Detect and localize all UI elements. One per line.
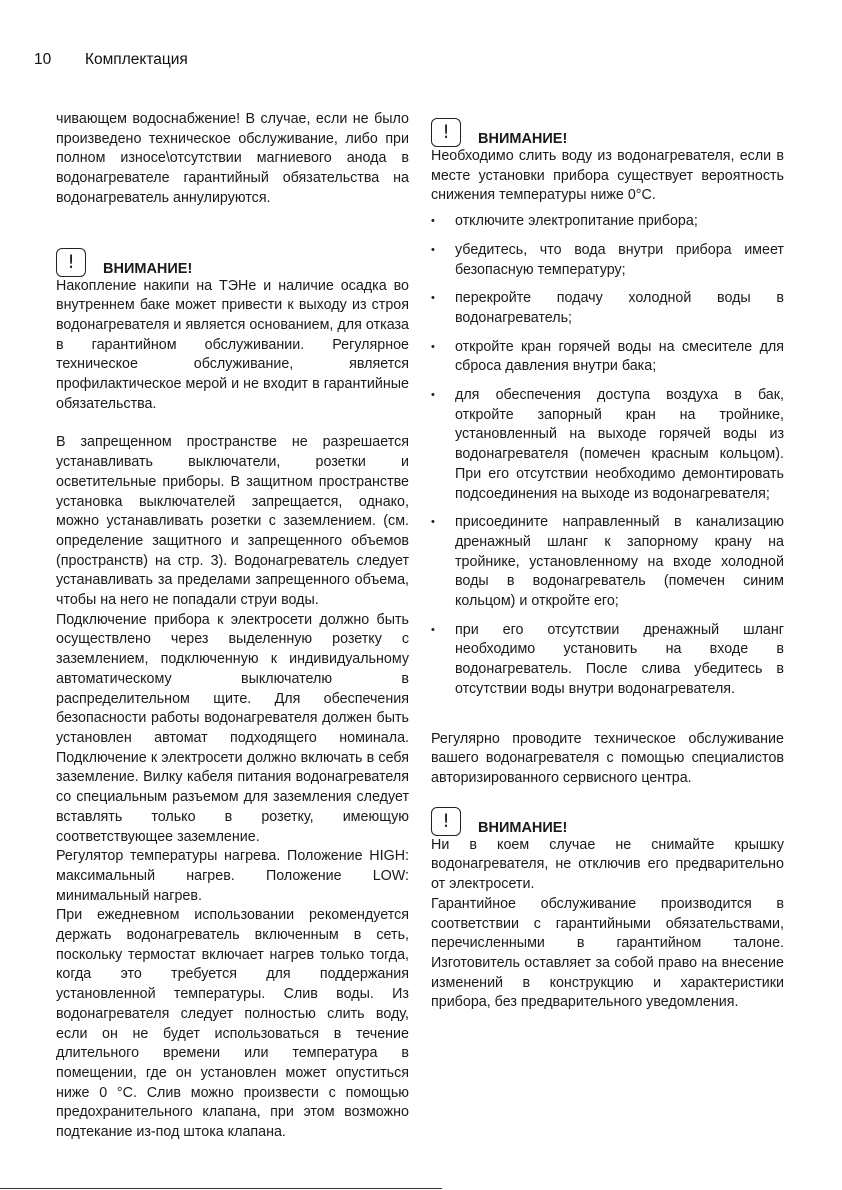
paragraph-drain-water: Необходимо слить воду из водонагревателя, если в месте установки прибора существует вероятность снижения температуры ниже 0°C. — [431, 148, 784, 204]
left-column — [56, 110, 409, 1143]
warning-icon — [56, 248, 86, 277]
paragraph-temperature-regulator: Регулятор температуры нагрева. Положение HIGH: максимальный нагрев. Положение LOW: минимальный нагрев. — [56, 848, 409, 904]
page-number: 10 — [34, 51, 52, 68]
paragraph-anode-warranty: чивающем водоснабжение! В случае, если не было произведено техническое обслуживание, либо при полном износе\отсутствии магниевого анода в водонагревателе гарантийный обязательства на водонагреватель аннулируются. — [56, 111, 409, 206]
list-item: • отключите электропитание прибора; — [431, 212, 784, 232]
footer-rule — [0, 1188, 442, 1189]
list-item: • для обеспечения доступа воздуха в бак, откройте запорный кран на тройнике, установленный на выходе горячей воды из водонагревателя (помечен красным кольцом). При его отсутствии необходимо демонтировать подсоединения на выходе из водонагревателя; — [431, 386, 784, 504]
paragraph-daily-use-drain: При ежедневном использовании рекомендуется держать водонагреватель включенным в сеть, поскольку термостат включает нагрев только тогда, когда это требуется для поддержания установленной температуры. Слив воды. Из водонагревателя следует полностью слить воду, если он не будет использоваться в течение длительного времени или температура в помещении, где он установлен может опуститься ниже 0 °C. Слив можно произвести с помощью предохранительного клапана, при этом возможно подтекание из-под штока клапана. — [56, 907, 409, 1141]
paragraph-cover-warning: Ни в коем случае не снимайте крышку водонагревателя, не отключив его предварительно от электросети. — [431, 836, 784, 893]
paragraph-restricted-zone: В запрещенном пространстве не разрешается устанавливать выключатели, розетки и осветительные приборы. В защитном пространстве установка выключателей запрещается, однако, можно устанавливать розетки с заземлением. (см. определение защитного и запрещенного объемов (пространств) на стр. 3). Водонагреватель следует устанавливать за пределами запрещенного объема, чтобы на него не попадали струи воды. — [56, 434, 409, 609]
drain-steps-list — [431, 212, 784, 699]
list-item: • присоедините направленный в канализацию дренажный шланг к запорному крану на тройнике, установленному на входе холодной воды в водонагреватель (помечен синим кольцом) и откройте его; — [431, 513, 784, 612]
warning-label: ВНИМАНИЕ! — [478, 819, 568, 836]
list-item: • перекройте подачу холодной воды в водонагреватель; — [431, 289, 784, 328]
warning-label: ВНИМАНИЕ! — [478, 131, 568, 147]
right-column — [431, 118, 784, 1013]
warning-label: ВНИМАНИЕ! — [103, 260, 193, 277]
list-item: • убедитесь, что вода внутри прибора имеет безопасную температуру; — [431, 241, 784, 280]
section-title: Комплектация — [85, 51, 188, 68]
paragraph-maintenance: Регулярно проводите техническое обслуживание вашего водонагревателя с помощью специалистов авторизированного сервисного центра. — [431, 730, 784, 786]
list-item: • откройте кран горячей воды на смесителе для сброса давления внутри бака; — [431, 338, 784, 377]
warning-icon — [431, 118, 461, 147]
warning-block — [431, 807, 784, 836]
paragraph-scale-buildup: Накопление накипи на ТЭНе и наличие осадка во внутреннем баке может привести к выходу из строя водонагревателя и является основанием, для отказа в гарантийном обслуживании. Регулярное техническое обслуживание, является профилактическое мерой и не входит в гарантийные обязательства. — [56, 277, 409, 412]
warning-block — [56, 248, 409, 277]
list-item: • при его отсутствии дренажный шланг необходимо установить на входе в водонагреватель. После слива убедитесь в отсутствии воды внутри водонагревателя. — [431, 621, 784, 700]
paragraph-electrical-connection: Подключение прибора к электросети должно быть осуществлено через выделенную розетку с заземлением, подключенную к индивидуальному автоматическому выключателю в распределительном щите. Для обеспечения безопасности работы водонагревателя должен быть установлен автомат подходящего номинала. Подключение к электросети должно включать в себя заземление. Вилку кабеля питания водонагревателя со специальным разъемом для заземления следует вставлять только в розетку, имеющую соответствующее заземление. — [56, 611, 409, 845]
warning-block — [431, 118, 784, 147]
warning-icon — [431, 807, 461, 836]
paragraph-warranty-service: Гарантийное обслуживание производится в соответствии с гарантийными обязательствами, перечисленными в гарантийном талоне. Изготовитель оставляет за собой право на внесение изменений в конструкцию и характеристики прибора, без предварительного уведомления. — [431, 895, 784, 1011]
